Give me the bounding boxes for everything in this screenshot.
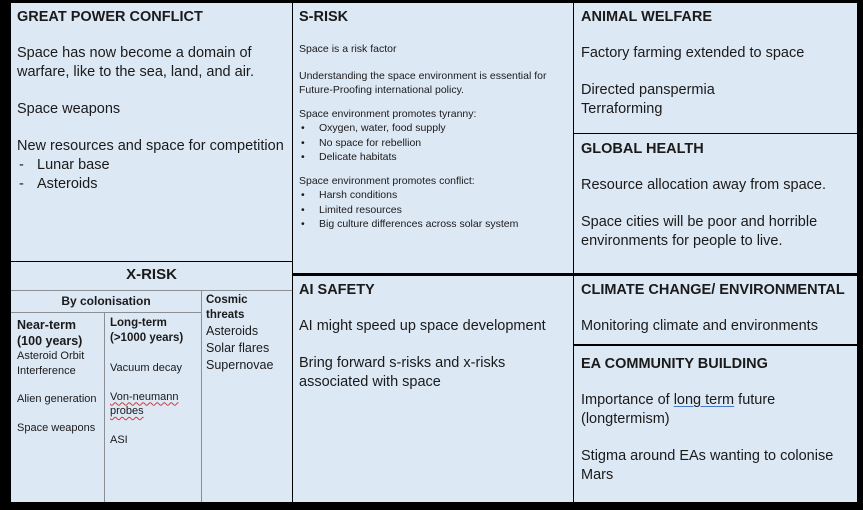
- animal-welfare-panel: [574, 3, 857, 133]
- cosmic-threats-title: Cosmic threats: [206, 294, 248, 321]
- colonisation-divider: [11, 312, 201, 313]
- global-health-title: GLOBAL HEALTH: [581, 141, 704, 157]
- ai-safety-p1: AI might speed up space development: [299, 318, 546, 334]
- animal-welfare-p2a: Directed panspermia: [581, 82, 715, 98]
- global-health-p1: Resource allocation away from space.: [581, 177, 827, 193]
- list-item: • No space for rebellion: [299, 136, 567, 151]
- near-term-column: [17, 317, 103, 435]
- list-item: - Asteroids: [17, 175, 286, 194]
- x-risk-title: X-RISK: [126, 266, 177, 283]
- list-item: • Oxygen, water, food supply: [299, 121, 567, 136]
- list-item: - Lunar base: [17, 156, 286, 175]
- ai-safety-panel: [293, 276, 573, 502]
- list-item: Solar flares: [206, 341, 270, 355]
- global-health-p2: Space cities will be poor and horrible environments for people to live.: [581, 214, 818, 249]
- long-term-title: Long-term: [110, 317, 167, 329]
- s-risk-title: S-RISK: [299, 9, 349, 25]
- ea-community-title: EA COMMUNITY BUILDING: [581, 356, 768, 372]
- animal-welfare-p1: Factory farming extended to space: [581, 45, 805, 61]
- list-item: Vacuum decay: [110, 362, 182, 374]
- list-item: Alien generation: [17, 393, 97, 405]
- list-item: • Limited resources: [299, 203, 567, 218]
- long-term-column: [110, 316, 198, 447]
- animal-welfare-title: ANIMAL WELFARE: [581, 9, 713, 25]
- list-item: Space weapons: [17, 421, 96, 434]
- s-risk-conflict-heading: Space environment promotes conflict:: [299, 174, 475, 187]
- s-risk-panel: [293, 3, 573, 273]
- list-item: Von-neumann probes: [110, 390, 179, 417]
- s-risk-tyranny-heading: Space environment promotes tyranny:: [299, 107, 477, 120]
- s-risk-p1: Space is a risk factor: [299, 43, 397, 55]
- climate-panel: [574, 276, 857, 344]
- cosmic-divider: [201, 290, 202, 502]
- near-term-title: Near-term: [17, 318, 77, 332]
- long-term-link: long term: [673, 392, 735, 408]
- great-power-conflict-panel: [11, 3, 292, 261]
- ea-community-p2: Stigma around EAs wanting to colonise Mars: [581, 448, 834, 483]
- ai-safety-p2: Bring forward s-risks and x-risks associated with space: [299, 355, 506, 390]
- long-term-sub: (>1000 years): [110, 332, 184, 344]
- s-risk-p2: Understanding the space environment is essential for Future-Proofing international policy.: [299, 69, 547, 96]
- colonisation-label: By colonisation: [61, 294, 151, 308]
- cosmic-threats-column: [206, 293, 290, 374]
- great-power-p2: Space weapons: [17, 101, 121, 117]
- list-item: Supernovae: [206, 358, 274, 372]
- list-item: Asteroid Orbit Interference: [17, 350, 85, 377]
- ea-p1-post: future (longtermism): [581, 392, 776, 427]
- list-item: ASI: [110, 433, 128, 446]
- climate-title: CLIMATE CHANGE/ ENVIRONMENTAL: [581, 282, 845, 298]
- great-power-conflict-title: GREAT POWER CONFLICT: [17, 9, 203, 25]
- ea-p1-pre: Importance of: [581, 392, 674, 408]
- great-power-p1: Space has now become a domain of warfare, like to the sea, land, and air.: [17, 45, 254, 80]
- list-item: • Big culture differences across solar system: [299, 217, 567, 232]
- near-term-sub: (100 years): [17, 334, 83, 348]
- global-health-panel: [574, 134, 857, 273]
- great-power-p3: New resources and space for competition: [17, 138, 284, 154]
- ai-safety-title: AI SAFETY: [299, 282, 375, 298]
- climate-p1: Monitoring climate and environments: [581, 318, 818, 334]
- x-risk-divider: [11, 290, 292, 291]
- great-power-list: [17, 156, 286, 194]
- s-risk-conflict-list: [299, 188, 567, 232]
- x-risk-panel: [11, 262, 292, 502]
- list-item: • Harsh conditions: [299, 188, 567, 203]
- list-item: Asteroids: [206, 324, 259, 338]
- term-divider: [104, 312, 105, 502]
- list-item: • Delicate habitats: [299, 150, 567, 165]
- ea-community-p1: [581, 391, 850, 429]
- ea-community-panel: [574, 346, 857, 502]
- s-risk-tyranny-list: [299, 121, 567, 165]
- animal-welfare-p2b: Terraforming: [581, 101, 663, 117]
